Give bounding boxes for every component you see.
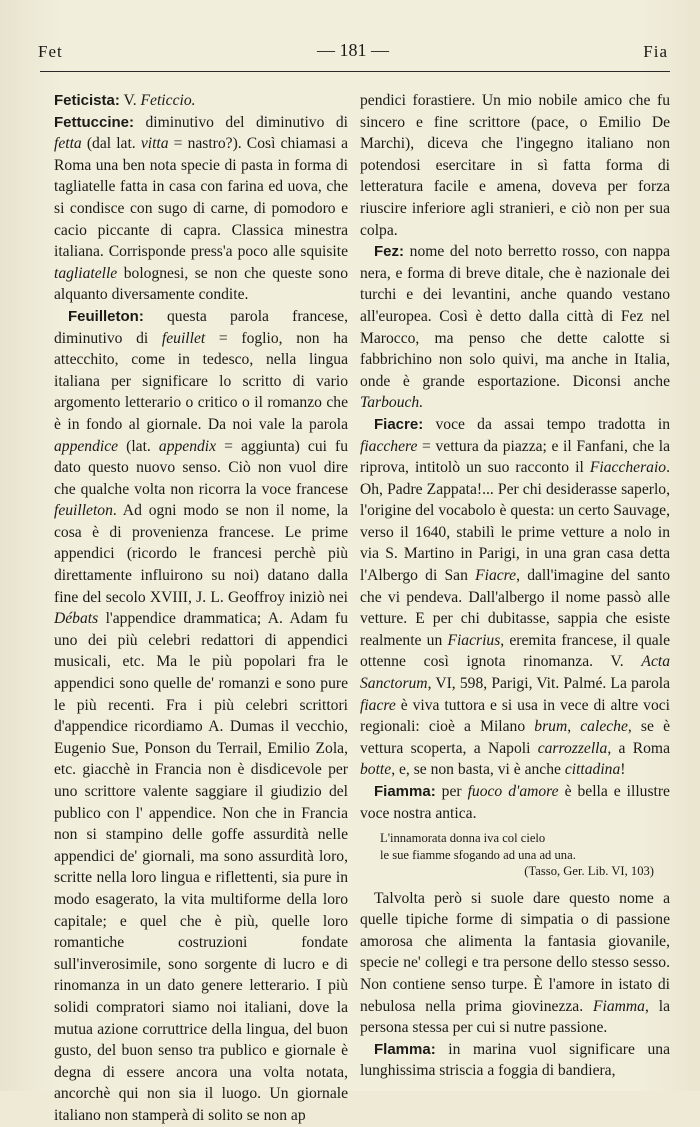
verse-quotation (380, 830, 670, 880)
entry-text: ! (620, 761, 626, 779)
entry-fez (360, 241, 670, 414)
entry-fiamma-continued (360, 888, 670, 1039)
entry-italic: fuoco d'amore (467, 783, 559, 800)
entry-flamma (360, 1039, 670, 1082)
headword: Fez: (374, 243, 404, 261)
entry-italic: Fiacrius (447, 631, 501, 649)
verse-line: le sue fiamme sfogando ad una ad una. (380, 847, 576, 862)
entry-italic: fiacre (360, 696, 396, 714)
entry-text: è bella e illustre voce nostra antica. (360, 783, 670, 822)
entry-italic: cittadina (564, 761, 621, 779)
entry-feuilleton-continued (360, 90, 670, 241)
entry-text: diminutivo del diminutivo di (134, 113, 348, 131)
entry-italic: carrozzella (537, 739, 608, 757)
entry-italic: Fiamma (593, 997, 645, 1015)
entry-fiacre (360, 414, 670, 781)
entry-italic: tagliatelle (54, 264, 118, 282)
entry-feuilleton (54, 306, 348, 1127)
entry-fettuccine (54, 112, 348, 306)
running-header (38, 40, 668, 66)
entry-italic: Fiaccheraio (589, 459, 667, 477)
entry-text: , se è vettura scoperta, a Napoli (360, 718, 670, 757)
entry-text: l'appendice drammatica; A. Adam fu uno dei più celebri redattori di appendici musicali, etc. Ma le più popolari fra le appendici sono quelle de' romanzi e sono pure le più recenti. Fra i più celebri scrittori d'appendice ricordiamo A. Dumas il vecchio, Eugenio Sue, Ponson du Terrail, Emilio Zola, etc. giacchè in Francia non è disdicevole per uno scrittore valente saggiare il giudizio del publico con l' appendice. Non che in Francia non si stampino delle goffe assurdità nelle appendici de' giornali, ma sono assurdità loro, scritte nella loro lingua e riflettenti, sia pure in modo esagerato, la vita multiforme della loro capitale; e quel che è più, quelle loro romantiche costruzioni fondate sull'inverosimile, sono sorgente di lucro e di rinomanza in un dato genere letterario. I più solidi compratori siamo noi italiani, dove la mutua azione corruttrice della lingua, del buon gusto, del buon senso tra publico e giornale è degna di essere ancora una volta notata, ancorchè qui non sia il luogo. Un giornale italiano non stamperà di solito se non ap (54, 610, 348, 1124)
entry-feticista (54, 90, 348, 112)
entry-text: , (567, 718, 581, 736)
entry-text: in marina vuol significare una lunghissima striscia a foggia di bandiera, (360, 1040, 670, 1080)
entry-text: , dall'imagine del santo che vi pendeva. Dall'albergo il nome passò alle vetture. E per chi dubitasse, sappia che esiste realmente un (360, 567, 670, 649)
entry-text: , a Roma (607, 739, 670, 757)
page-number: — 181 — (317, 40, 389, 60)
entry-italic: Fiacre (475, 567, 517, 585)
entry-italic: fiacchere (360, 437, 418, 455)
entry-italic: Acta Sanctorum (360, 653, 670, 693)
entry-italic: botte (360, 761, 392, 779)
quote-source: (Tasso, Ger. Lib. VI, 103) (524, 864, 654, 879)
entry-italic: feuilleton (54, 502, 113, 520)
entry-text: = vettura da piazza; e il Fanfani, che la riprova, intitolò un suo racconto il (360, 437, 670, 477)
headword: Feuilleton: (68, 307, 144, 325)
entry-text: V. (119, 92, 141, 109)
entry-italic: brum (534, 718, 568, 736)
entry-italic: Tarbouch. (360, 394, 424, 412)
entry-text: questa parola francese, diminutivo di (54, 307, 348, 347)
entry-text: per (435, 783, 468, 800)
headword: Fiacre: (374, 415, 424, 433)
headword: Flamma: (374, 1040, 436, 1058)
entry-text: , la persona stessa per cui si nutre passione. (360, 997, 670, 1037)
entry-text: bolognesi, se non che queste sono alquanto diversamente condite. (54, 264, 348, 304)
entry-italic: appendice (54, 437, 119, 455)
headword: Fiamma: (374, 783, 436, 800)
right-column (360, 90, 670, 1082)
entry-text: = nastro?). Così chiamasi a Roma una ben nota specie di pasta in forma di tagliatelle fatta in casa con farina ed uova, che si condisce con sugo di carne, di pomodoro e cacio piccante di capra. Classica minestra italiana. Corrisponde press'a poco alle squisite (54, 135, 348, 261)
entry-italic: feuillet (161, 329, 206, 347)
entry-fiamma (360, 781, 670, 824)
entry-text: . Oh, Padre Zappata!... Per chi desiderasse saperlo, l'origine del vocabolo è questa: un certo Sauvage, verso il 1640, stabilì le prime vetture a nolo in via S. Martino in Parigi, in una gran casa detta l'Albergo di San (360, 459, 670, 585)
headword: Feticista: (54, 92, 120, 109)
entry-italic: vitta (140, 135, 169, 153)
entry-text: (dal lat. (81, 135, 141, 153)
entry-text: , VI, 598, Parigi, Vit. Palmé. La parola (427, 675, 670, 693)
entry-text: (lat. (118, 437, 159, 455)
left-column (54, 90, 348, 1127)
entry-text: voce da assai tempo tradotta in (423, 415, 670, 433)
entry-text: , e, se non basta, vi è anche (391, 761, 565, 779)
entry-text: nome del noto berretto rosso, con nappa nera, e forma di breve ditale, che è nazionale dei turchi e dei levantini, anche quando vestano all'europea. Così è detto dalla città di Fez nel Marocco, ma penso che dette calotte si fabbrichino non solo quivi, ma anche in Italia, onde è grande esportazione. Diconsi anche (360, 243, 670, 390)
entry-text: Talvolta però si suole dare questo nome a quelle tipiche forme di simpatia o di passione amorosa che alimenta la fantasia giovanile, specie ne' collegi e tra persone dello stesso sesso. Non contiene senso turpe. È l'amore in istato di nebulosa nella prima giovinezza. (360, 889, 670, 1015)
entry-italic: caleche (580, 718, 628, 736)
entry-italic: Débats (54, 610, 99, 628)
header-left: Fet (38, 42, 63, 61)
entry-italic: Feticcio. (140, 92, 196, 109)
header-right: Fia (643, 42, 668, 61)
headword: Fettuccine: (54, 113, 135, 131)
entry-text: = aggiunta) cui fu dato questo nuovo senso. Ciò non vuol dire che qualche volta non ricorra la voce francese (54, 437, 348, 498)
entry-text: , eremita francese, il quale ottenne così ignota rinomanza. V. (360, 631, 670, 671)
verse-line: L'innamorata donna iva col cielo (380, 831, 546, 846)
entry-text: è viva tuttora e si usa in vece di altre voci regionali: cioè a Milano (360, 696, 670, 736)
entry-italic: appendix (158, 437, 217, 455)
entry-text: . Ad ogni modo se non il nome, la cosa è di provenienza francese. Le prime appendici (ricordo le francesi perchè più direttamente influirono su noi) datano dalla fine del secolo XVIII, J. L. Geoffroy iniziò nei (54, 502, 348, 606)
header-rule (40, 71, 670, 72)
entry-italic: fetta (54, 135, 82, 153)
entry-text: = foglio, non ha attecchito, come in tedesco, nella lingua italiana per significare lo scritto di vario argomento letterario o critico o il romanzo che è in fondo al giornale. Da noi vale la parola (54, 329, 348, 433)
entry-text: pendici forastiere. Un mio nobile amico che fu sincero e fine scrittore (pace, o Emilio De Marchi), diceva che l'ingegno italiano non potendosi esercitare in sì fatta forma di letteratura facile e amena, doveva per forza riuscire inferiore agli stranieri, e ciò non per sua colpa. (360, 92, 670, 239)
